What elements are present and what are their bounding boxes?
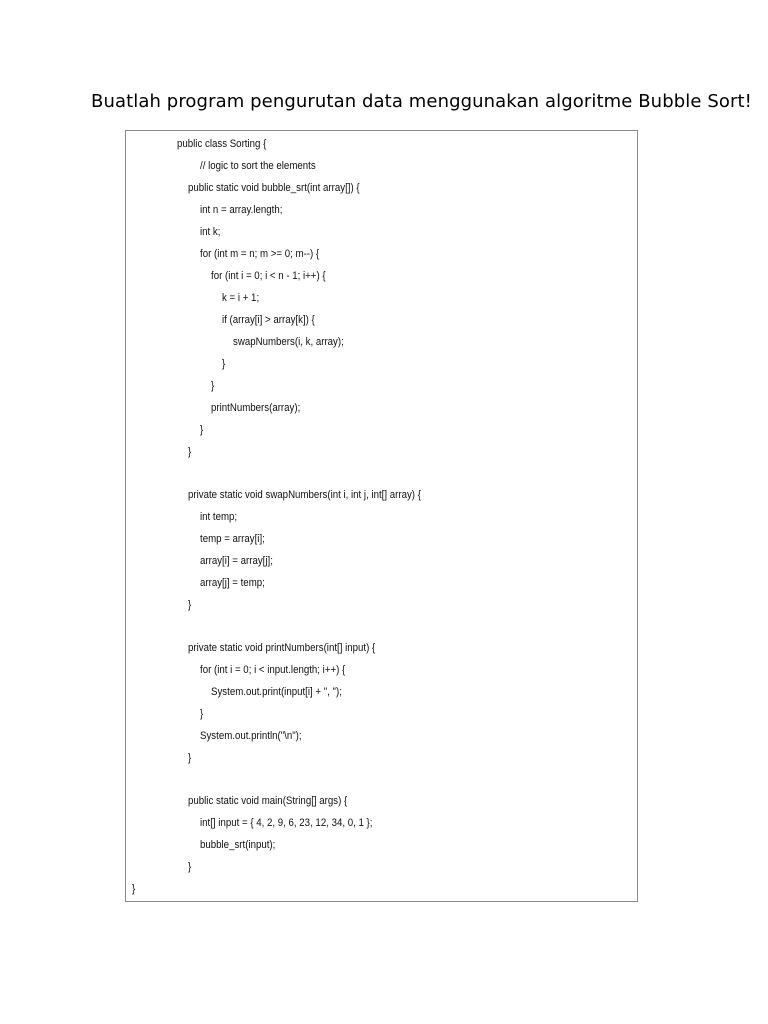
code-line: k = i + 1; <box>222 292 260 304</box>
code-line: temp = array[i]; <box>200 533 265 545</box>
code-line: } <box>188 446 192 458</box>
code-line: if (array[i] > array[k]) { <box>222 314 315 326</box>
code-line: } <box>200 424 204 436</box>
code-line: } <box>211 380 215 392</box>
code-line: } <box>200 708 204 720</box>
code-line: } <box>132 883 136 895</box>
code-line: } <box>188 752 192 764</box>
code-line: bubble_srt(input); <box>200 839 276 851</box>
code-line: public class Sorting { <box>177 138 267 150</box>
code-line: private static void swapNumbers(int i, int j, int[] array) { <box>188 489 421 501</box>
code-line: printNumbers(array); <box>211 402 301 414</box>
code-line: array[j] = temp; <box>200 577 265 589</box>
code-line: for (int m = n; m >= 0; m--) { <box>200 248 320 260</box>
code-line: // logic to sort the elements <box>200 160 316 172</box>
code-line: System.out.println("\n"); <box>200 730 302 742</box>
code-line: } <box>188 861 192 873</box>
code-line: for (int i = 0; i < n - 1; i++) { <box>211 270 326 282</box>
code-line: } <box>222 358 226 370</box>
assignment-heading: Buatlah program pengurutan data menggunakan algoritme Bubble Sort! <box>91 91 752 112</box>
code-line: private static void printNumbers(int[] input) { <box>188 642 376 654</box>
code-line: } <box>188 599 192 611</box>
code-line: swapNumbers(i, k, array); <box>233 336 344 348</box>
code-line: for (int i = 0; i < input.length; i++) { <box>200 664 346 676</box>
code-listing <box>125 130 638 902</box>
code-line: public static void bubble_srt(int array[]) { <box>188 182 360 194</box>
code-line: array[i] = array[j]; <box>200 555 273 567</box>
code-line: int[] input = { 4, 2, 9, 6, 23, 12, 34, 0, 1 }; <box>200 817 373 829</box>
code-line: public static void main(String[] args) { <box>188 795 348 807</box>
code-line: int n = array.length; <box>200 204 283 216</box>
code-line: System.out.print(input[i] + ", "); <box>211 686 342 698</box>
code-line: int temp; <box>200 511 238 523</box>
code-line: int k; <box>200 226 221 238</box>
